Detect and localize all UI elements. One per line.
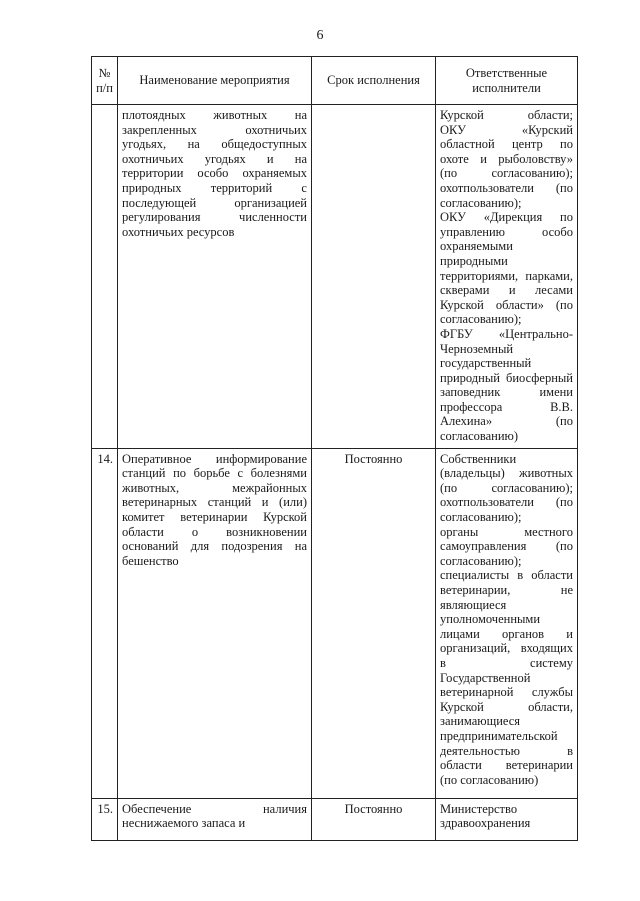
table-row bbox=[92, 448, 578, 798]
responsible-line: профессора В.В. bbox=[440, 399, 573, 414]
measure-name-line: Обеспечение наличия bbox=[122, 801, 307, 816]
responsible-line: Алехина» (по bbox=[440, 414, 573, 429]
term bbox=[312, 105, 436, 449]
measure-name-line: бешенство bbox=[122, 553, 179, 568]
responsible-line: согласованию); bbox=[440, 312, 522, 327]
term: Постоянно bbox=[312, 448, 436, 798]
responsible bbox=[436, 105, 578, 449]
table-row bbox=[92, 798, 578, 840]
responsible-line: Черноземный bbox=[440, 341, 514, 356]
responsible-line: Государственной bbox=[440, 670, 531, 685]
responsible-line: организаций, входящих bbox=[440, 641, 573, 656]
measure-name bbox=[118, 798, 312, 840]
responsible-line: природный биосферный bbox=[440, 370, 573, 385]
row-number: 15. bbox=[92, 798, 118, 840]
measure-name-line: неснижаемого запаса и bbox=[122, 816, 246, 831]
responsible-line: являющиеся bbox=[440, 597, 507, 612]
header-name: Наименование мероприятия bbox=[118, 57, 312, 105]
responsible-line: скверами и лесами bbox=[440, 283, 573, 298]
responsible-line: областной центр по bbox=[440, 137, 573, 152]
responsible-line: согласованию); bbox=[440, 510, 522, 525]
table-row bbox=[92, 105, 578, 449]
responsible-line: (по согласованию); bbox=[440, 166, 573, 181]
term: Постоянно bbox=[312, 798, 436, 840]
responsible-line: здравоохранения bbox=[440, 816, 531, 831]
responsible-line: заповедник имени bbox=[440, 385, 573, 400]
measures-table bbox=[91, 56, 578, 841]
measure-name bbox=[118, 448, 312, 798]
measure-name-line: регулирования численности bbox=[122, 210, 307, 225]
measure-name-line: животных, межрайонных bbox=[122, 480, 307, 495]
responsible bbox=[436, 798, 578, 840]
responsible-line: (по согласованию) bbox=[440, 772, 539, 787]
responsible-line: Собственники bbox=[440, 451, 517, 466]
responsible-line: охотпользователи (по bbox=[440, 180, 573, 195]
measure-name-line: Оперативное информирование bbox=[122, 451, 307, 466]
responsible-line: области ветеринарии bbox=[440, 758, 573, 773]
responsible-line: Министерство bbox=[440, 801, 518, 816]
measure-name-line: природных территорий с bbox=[122, 180, 307, 195]
measure-name-line: закрепленных охотничьих bbox=[122, 122, 307, 137]
responsible-line: государственный bbox=[440, 356, 532, 371]
responsible-line: в систему bbox=[440, 655, 573, 670]
responsible-line: ОКУ «Дирекция по bbox=[440, 210, 573, 225]
responsible-line: занимающиеся bbox=[440, 714, 521, 729]
measure-name-line: области о возникновении bbox=[122, 524, 307, 539]
responsible-line: (владельцы) животных bbox=[440, 466, 573, 481]
responsible-line: охотпользователи (по bbox=[440, 495, 573, 510]
responsible-line: лицами органов и bbox=[440, 626, 573, 641]
measure-name-line: охотничьих ресурсов bbox=[122, 224, 235, 239]
responsible-line: согласованию); bbox=[440, 195, 522, 210]
responsible-line: охраняемыми bbox=[440, 239, 513, 254]
responsible-line: согласованию) bbox=[440, 429, 519, 444]
measure-name-line: охотничьих угодьях и на bbox=[122, 151, 307, 166]
responsible-line: специалисты в области bbox=[440, 568, 573, 583]
measure-name-line: угодьях, на общедоступных bbox=[122, 137, 307, 152]
measure-name-line: плотоядных животных на bbox=[122, 108, 307, 122]
responsible-line: предпринимательской bbox=[440, 728, 558, 743]
responsible-line: охоте и рыболовству» bbox=[440, 151, 573, 166]
measure-name-line: комитет ветеринарии Курской bbox=[122, 510, 307, 525]
responsible-line: органы местного bbox=[440, 524, 573, 539]
measure-name bbox=[118, 105, 312, 449]
responsible-line: деятельностью в bbox=[440, 743, 573, 758]
measure-name-line: станций по борьбе с болезнями bbox=[122, 466, 307, 481]
responsible bbox=[436, 448, 578, 798]
responsible-line: территориями, парками, bbox=[440, 268, 573, 283]
responsible-line: ветеринарной службы bbox=[440, 685, 573, 700]
table-header-row bbox=[92, 57, 578, 105]
measure-name-line: территории особо охраняемых bbox=[122, 166, 307, 181]
responsible-line: уполномоченными bbox=[440, 612, 541, 627]
responsible-line: Курской области, bbox=[440, 699, 573, 714]
responsible-line: управлению особо bbox=[440, 224, 573, 239]
responsible-line: природными bbox=[440, 253, 508, 268]
responsible-line: ФГБУ «Центрально- bbox=[440, 326, 573, 341]
measure-name-line: ветеринарных станций и (или) bbox=[122, 495, 307, 510]
responsible-line: согласованию); bbox=[440, 553, 522, 568]
responsible-line: ОКУ «Курский bbox=[440, 122, 573, 137]
responsible-line: Курской области; bbox=[440, 108, 573, 122]
responsible-line: Курской области» (по bbox=[440, 297, 573, 312]
header-term: Срок исполнения bbox=[312, 57, 436, 105]
responsible-line: самоуправления (по bbox=[440, 539, 573, 554]
row-number: 14. bbox=[92, 448, 118, 798]
measure-name-line: оснований для подозрения на bbox=[122, 539, 307, 554]
responsible-line: (по согласованию); bbox=[440, 480, 573, 495]
measure-name-line: последующей организацией bbox=[122, 195, 307, 210]
header-num: № п/п bbox=[92, 57, 118, 105]
responsible-line: ветеринарии, не bbox=[440, 583, 573, 597]
row-number bbox=[92, 105, 118, 449]
header-responsible: Ответственные исполнители bbox=[436, 57, 578, 105]
page-number: 6 bbox=[316, 28, 324, 43]
